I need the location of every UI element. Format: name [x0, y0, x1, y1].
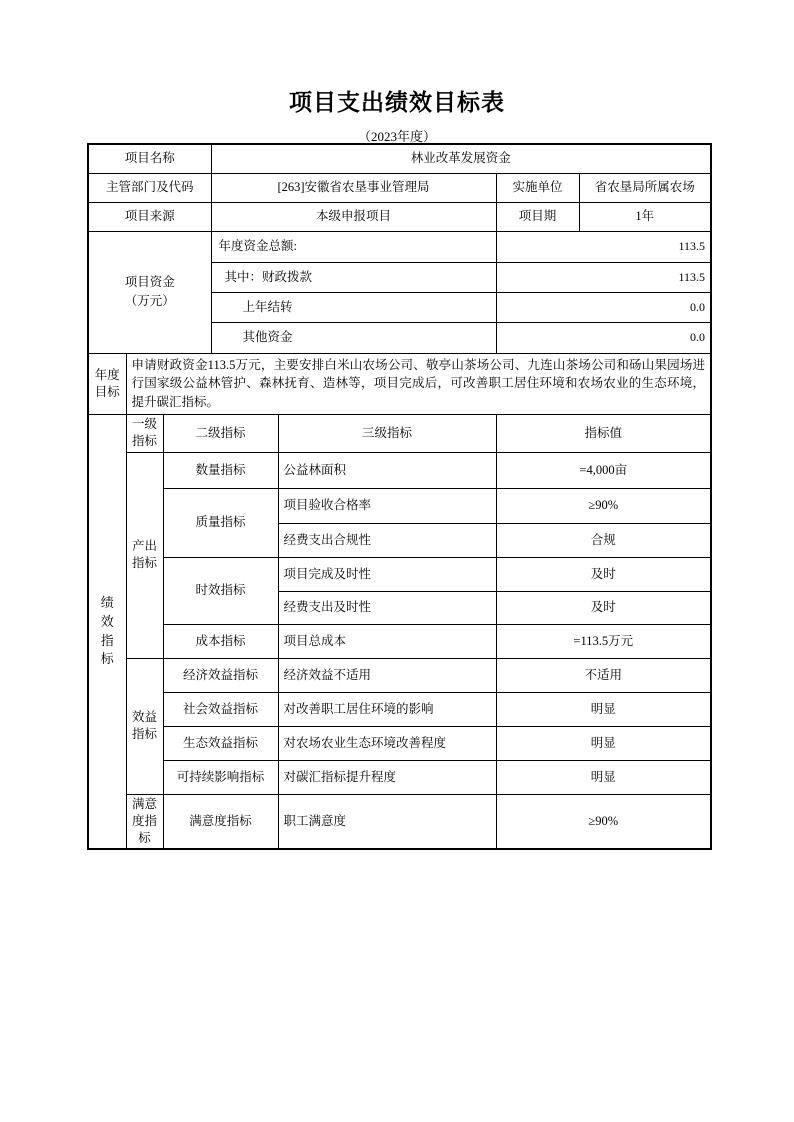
indicator-staff-satisfaction-name: 职工满意度 — [278, 794, 496, 849]
level1-satisfaction-cell: 满意度指标 — [126, 794, 163, 849]
indicator-acceptance-rate-name: 项目验收合格率 — [278, 488, 496, 523]
indicator-expense-timeliness-name: 经费支出及时性 — [278, 591, 496, 624]
funds-fiscal-label-cell: 其中：财政拨款 — [211, 262, 496, 292]
performance-side-label: 绩效指标 — [100, 594, 114, 667]
funds-total-label-cell: 年度资金总额: — [211, 231, 496, 262]
indicator-eco-env-name: 对农场农业生态环境改善程度 — [278, 726, 496, 760]
indicator-completion-timeliness-name: 项目完成及时性 — [278, 557, 496, 591]
header-level3-cell: 三级指标 — [278, 414, 496, 452]
funds-other-value-cell: 0.0 — [496, 322, 711, 353]
row-project-name — [88, 144, 711, 173]
project-funds-label-cell — [88, 231, 211, 353]
level1-benefit-cell: 效益指标 — [126, 658, 163, 794]
indicator-economic-na-value: 不适用 — [496, 658, 711, 692]
level2-satisfaction-cell: 满意度指标 — [163, 794, 278, 849]
project-source-value-cell: 本级申报项目 — [211, 202, 496, 231]
indicator-completion-timeliness-value: 及时 — [496, 557, 711, 591]
indicator-forest-area-name: 公益林面积 — [278, 452, 496, 488]
indicator-expense-compliance-name: 经费支出合规性 — [278, 523, 496, 557]
indicator-living-env-value: 明显 — [496, 692, 711, 726]
funds-total-value-cell: 113.5 — [496, 231, 711, 262]
indicator-carbon-sink-name: 对碳汇指标提升程度 — [278, 760, 496, 794]
row-funds-total — [88, 231, 711, 262]
row-completion-timeliness — [88, 557, 711, 591]
header-level2-cell: 二级指标 — [163, 414, 278, 452]
indicator-total-cost-value: =113.5万元 — [496, 624, 711, 658]
row-annual-goal — [88, 353, 711, 414]
project-funds-label: 项目资金（万元） — [124, 275, 175, 308]
indicator-eco-env-value: 明显 — [496, 726, 711, 760]
funds-fiscal-value-cell: 113.5 — [496, 262, 711, 292]
header-level1-cell: 一级指标 — [126, 414, 163, 452]
annual-goal-text-cell: 申请财政资金113.5万元，主要安排白米山农场公司、敬亭山茶场公司、九连山茶场公司和砀山果园场进行国家级公益林管护、森林抚育、造林等，项目完成后，可改善职工居住环境和农场农业的生态环境，提升碳汇指标。 — [126, 353, 711, 414]
level2-sustainable-cell: 可持续影响指标 — [163, 760, 278, 794]
indicator-expense-compliance-value: 合规 — [496, 523, 711, 557]
row-department — [88, 173, 711, 202]
level2-quantity-cell: 数量指标 — [163, 452, 278, 488]
project-name-label-cell: 项目名称 — [88, 144, 211, 173]
row-ecological-benefit — [88, 726, 711, 760]
indicator-economic-na-name: 经济效益不适用 — [278, 658, 496, 692]
row-forest-area — [88, 452, 711, 488]
indicator-living-env-name: 对改善职工居住环境的影响 — [278, 692, 496, 726]
indicator-expense-timeliness-value: 及时 — [496, 591, 711, 624]
project-period-label-cell: 项目期 — [496, 202, 579, 231]
department-label-cell: 主管部门及代码 — [88, 173, 211, 202]
indicator-forest-area-value: =4,000亩 — [496, 452, 711, 488]
level2-social-cell: 社会效益指标 — [163, 692, 278, 726]
funds-other-label-cell: 其他资金 — [211, 322, 496, 353]
project-period-value-cell: 1年 — [579, 202, 711, 231]
level2-quality-cell: 质量指标 — [163, 488, 278, 557]
indicator-acceptance-rate-value: ≥90% — [496, 488, 711, 523]
row-acceptance-rate — [88, 488, 711, 523]
annual-goal-label-cell: 年度目标 — [88, 353, 126, 414]
level2-ecological-cell: 生态效益指标 — [163, 726, 278, 760]
level2-economic-cell: 经济效益指标 — [163, 658, 278, 692]
indicator-staff-satisfaction-value: ≥90% — [496, 794, 711, 849]
level2-cost-cell: 成本指标 — [163, 624, 278, 658]
level1-output-cell: 产出指标 — [126, 452, 163, 658]
indicator-carbon-sink-value: 明显 — [496, 760, 711, 794]
funds-carryover-label-cell: 上年结转 — [211, 292, 496, 322]
row-total-cost — [88, 624, 711, 658]
implement-unit-value-cell: 省农垦局所属农场 — [579, 173, 711, 202]
department-value-cell: [263]安徽省农垦事业管理局 — [211, 173, 496, 202]
level2-timeliness-cell: 时效指标 — [163, 557, 278, 624]
performance-target-table — [87, 143, 712, 850]
row-project-source — [88, 202, 711, 231]
implement-unit-label-cell: 实施单位 — [496, 173, 579, 202]
row-sustainable-impact — [88, 760, 711, 794]
page-subtitle: （2023年度） — [357, 129, 436, 144]
row-economic-benefit — [88, 658, 711, 692]
project-source-label-cell: 项目来源 — [88, 202, 211, 231]
row-indicator-header — [88, 414, 711, 452]
funds-carryover-value-cell: 0.0 — [496, 292, 711, 322]
row-satisfaction — [88, 794, 711, 849]
row-social-benefit — [88, 692, 711, 726]
header-value-cell: 指标值 — [496, 414, 711, 452]
indicator-total-cost-name: 项目总成本 — [278, 624, 496, 658]
page-title: 项目支出绩效目标表 — [289, 90, 505, 115]
performance-side-label-cell — [88, 414, 126, 849]
project-name-value-cell: 林业改革发展资金 — [211, 144, 711, 173]
